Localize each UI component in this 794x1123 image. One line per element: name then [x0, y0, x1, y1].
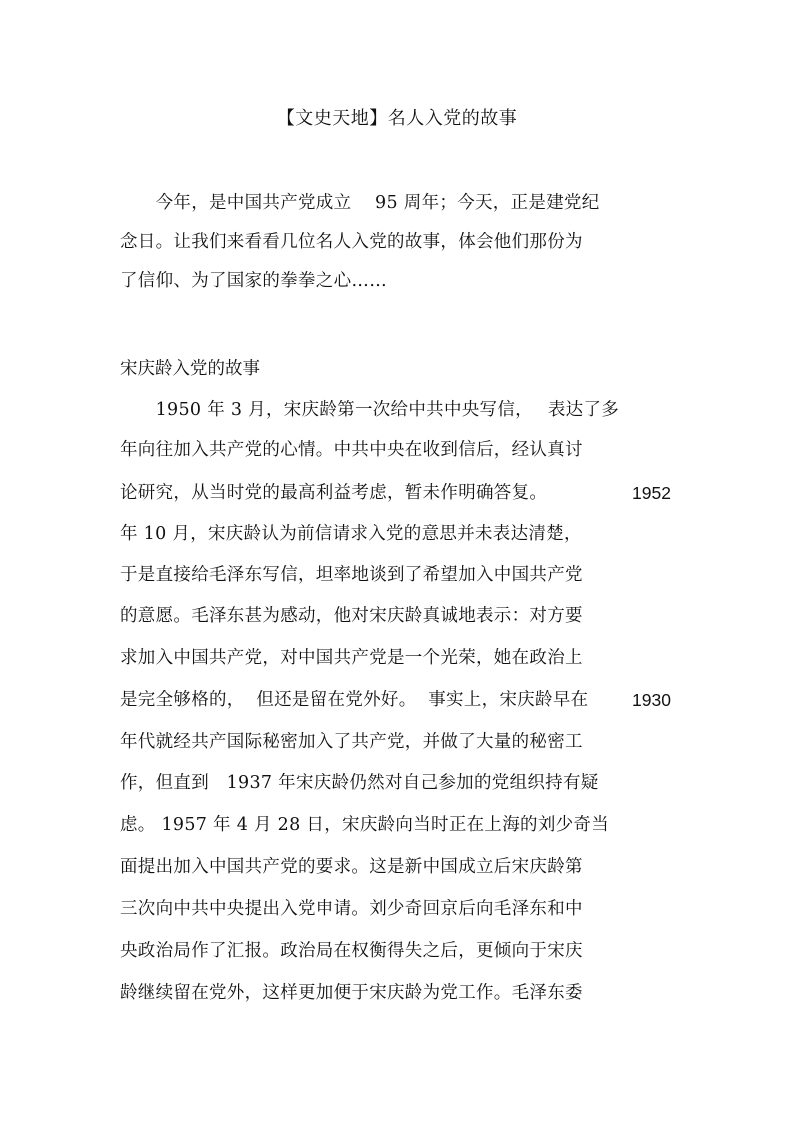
page-title: 【文史天地】名人入党的故事 — [276, 108, 518, 129]
body-line-4: 年 10 月，宋庆龄认为前信请求入党的意思并未表达清楚， — [120, 524, 582, 544]
body-line-14: 央政治局作了汇报。政治局在权衡得失之后，更倾向于宋庆 — [120, 941, 583, 961]
body-line-13: 三次向中共中央提出入党申请。刘少奇回京后向毛泽东和中 — [120, 899, 583, 919]
body-line-11: 虑。 1957 年 4 月 28 日，宋庆龄向当时正在上海的刘少奇当 — [120, 815, 610, 835]
section-heading: 宋庆龄入党的故事 — [120, 359, 260, 379]
intro-line-2: 念日。让我们来看看几位名人入党的故事，体会他们那份为 — [120, 232, 583, 252]
body-line-9: 年代就经共产国际秘密加入了共产党，并做了大量的秘密工 — [120, 732, 583, 752]
body-line-3: 论研究，从当时党的最高利益考虑，暂未作明确答复。 — [120, 483, 548, 503]
intro-line-3: 了信仰、为了国家的拳拳之心…… — [120, 271, 387, 291]
body-line-10: 作，但直到 1937 年宋庆龄仍然对自己参加的党组织持有疑 — [120, 773, 599, 793]
body-line-15: 龄继续留在党外，这样更加便于宋庆龄为党工作。毛泽东委 — [120, 983, 583, 1003]
body-line-6: 的意愿。毛泽东甚为感动，他对宋庆龄真诚地表示：对方要 — [120, 606, 583, 626]
body-line-2: 年向往加入共产党的心情。中共中央在收到信后，经认真讨 — [120, 440, 583, 460]
body-line-1: 1950 年 3 月，宋庆龄第一次给中共中央写信， 表达了多 — [120, 400, 620, 420]
body-line-5: 于是直接给毛泽东写信，坦率地谈到了希望加入中国共产党 — [120, 565, 583, 585]
body-line-3-number: 1952 — [632, 483, 671, 503]
body-line-12: 面提出加入中国共产党的要求。这是新中国成立后宋庆龄第 — [120, 857, 583, 877]
body-line-8: 是完全够格的， 但还是留在党外好。 事实上，宋庆龄早在 — [120, 690, 589, 710]
intro-line-1: 今年，是中国共产党成立 95 周年；今天，正是建党纪 — [120, 193, 600, 213]
body-line-7: 求加入中国共产党，对中国共产党是一个光荣，她在政治上 — [120, 648, 583, 668]
body-line-8-number: 1930 — [632, 690, 671, 710]
